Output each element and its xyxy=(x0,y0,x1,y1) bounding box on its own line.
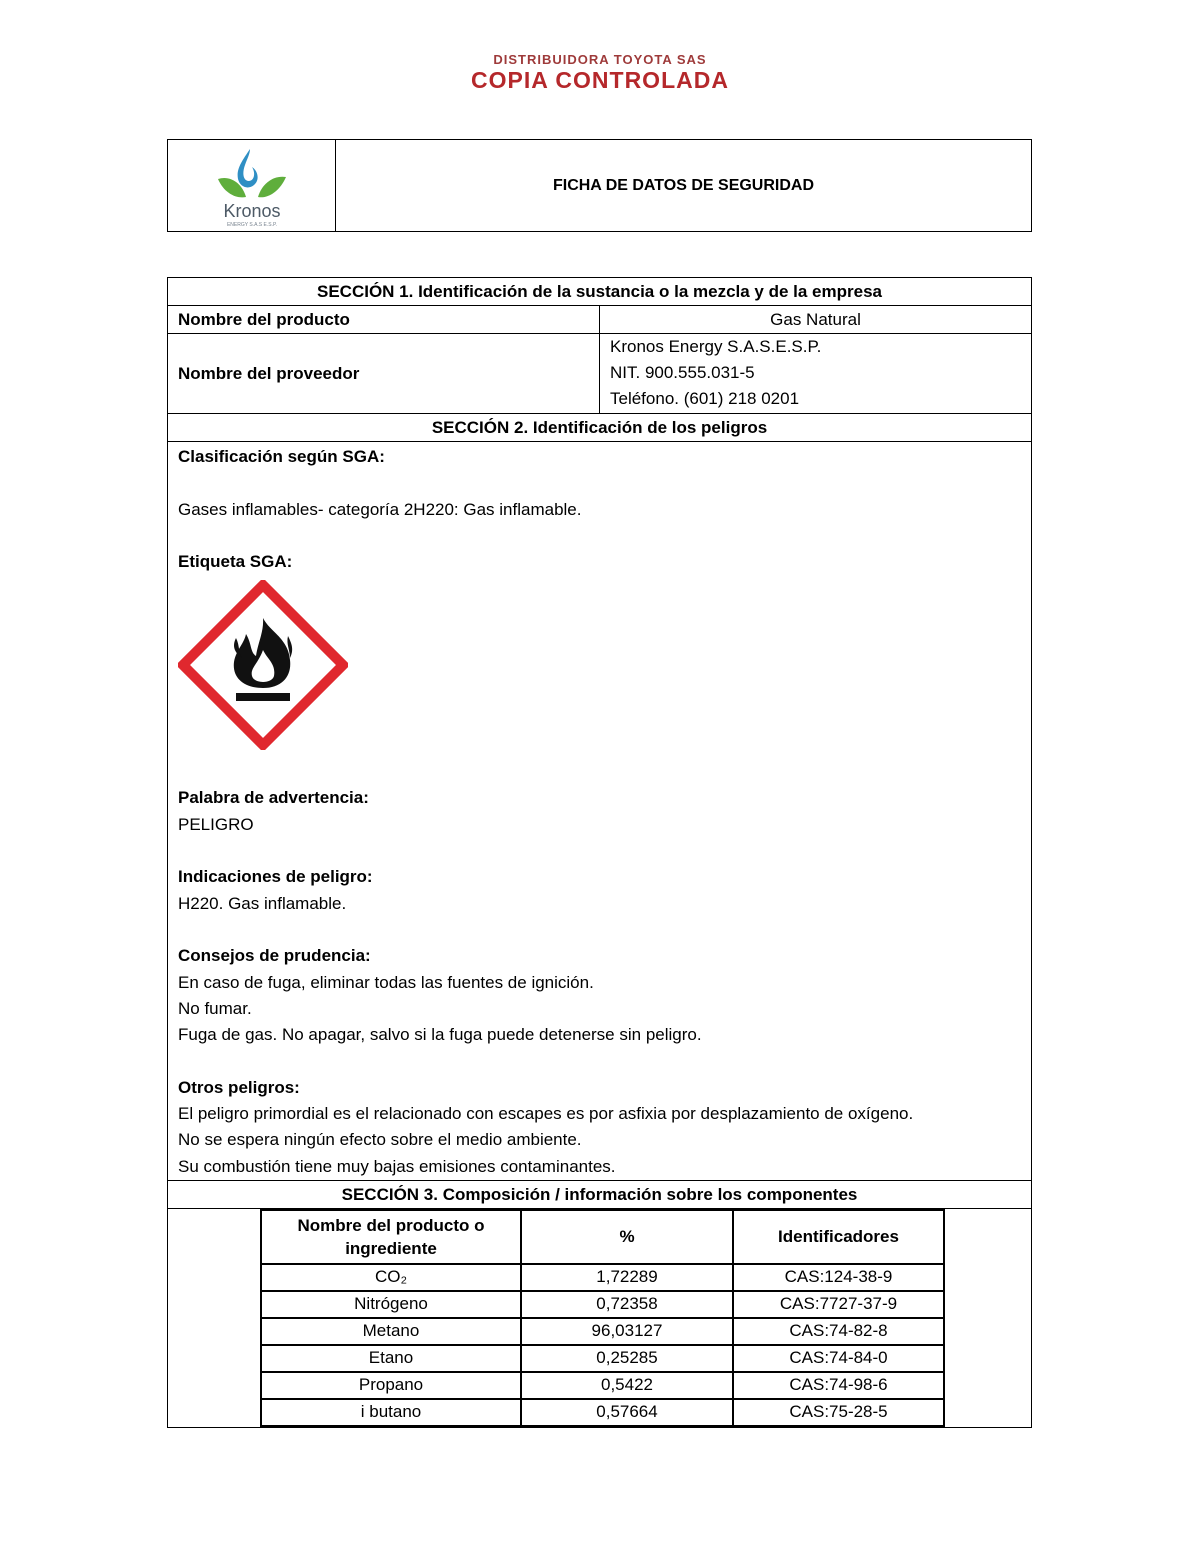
precaution-line: En caso de fuga, eliminar todas las fuentes de ignición. xyxy=(178,972,594,992)
controlled-copy-stamp xyxy=(0,52,1200,93)
ingredient-cell: Nitrógeno xyxy=(261,1291,521,1318)
ingredient-cell: Etano xyxy=(261,1345,521,1372)
identifier-cell: CAS:74-82-8 xyxy=(733,1318,944,1345)
other-hazards-label: Otros peligros: xyxy=(178,1077,300,1097)
signal-word-label: Palabra de advertencia: xyxy=(178,788,369,808)
precaution-label: Consejos de prudencia: xyxy=(178,946,371,966)
section2-heading: SECCIÓN 2. Identificación de los peligros xyxy=(168,414,1031,442)
product-label: Nombre del producto xyxy=(168,306,600,333)
document-title: FICHA DE DATOS DE SEGURIDAD xyxy=(552,176,815,194)
table-row xyxy=(261,1345,944,1372)
section3-heading: SECCIÓN 3. Composición / información sobre los componentes xyxy=(168,1181,1031,1209)
column-header-ingredient: Nombre del producto o ingrediente xyxy=(261,1210,521,1264)
table-row xyxy=(261,1399,944,1426)
kronos-logo-icon xyxy=(212,145,292,230)
hazard-value: H220. Gas inflamable. xyxy=(178,893,347,913)
identifier-cell: CAS:7727-37-9 xyxy=(733,1291,944,1318)
ingredient-cell: Metano xyxy=(261,1318,521,1345)
document-header xyxy=(167,139,1032,232)
section2-body xyxy=(168,442,1031,1181)
logo-subtext: ENERGY S.A.S E.S.P. xyxy=(226,222,278,228)
percent-cell: 1,72289 xyxy=(521,1264,733,1291)
precaution-line: Fuga de gas. No apagar, salvo si la fuga puede detenerse sin peligro. xyxy=(178,1025,702,1045)
table-row xyxy=(261,1264,944,1291)
table-row xyxy=(261,1318,944,1345)
stamp-company: DISTRIBUIDORA TOYOTA SAS xyxy=(493,52,707,67)
identifier-cell: CAS:124-38-9 xyxy=(733,1264,944,1291)
section1-heading: SECCIÓN 1. Identificación de la sustancia o la mezcla y de la empresa xyxy=(168,278,1031,306)
percent-cell: 0,72358 xyxy=(521,1291,733,1318)
product-row xyxy=(168,306,1031,334)
table-row xyxy=(261,1291,944,1318)
hazard-label: Indicaciones de peligro: xyxy=(178,867,373,887)
table-row xyxy=(261,1372,944,1399)
composition-table xyxy=(260,1209,945,1427)
percent-cell: 0,25285 xyxy=(521,1345,733,1372)
classification-label: Clasificación según SGA: xyxy=(178,447,385,466)
column-header-identifiers: Identificadores xyxy=(733,1210,944,1264)
identifier-cell: CAS:74-84-0 xyxy=(733,1345,944,1372)
ingredient-cell: Propano xyxy=(261,1372,521,1399)
identifier-cell: CAS:74-98-6 xyxy=(733,1372,944,1399)
section3-body xyxy=(168,1209,1031,1427)
signal-word-value: PELIGRO xyxy=(178,814,254,834)
percent-cell: 96,03127 xyxy=(521,1318,733,1345)
ingredient-cell: i butano xyxy=(261,1399,521,1426)
precaution-line: No fumar. xyxy=(178,998,252,1018)
stamp-title: COPIA CONTROLADA xyxy=(471,67,729,93)
provider-label: Nombre del proveedor xyxy=(168,334,600,413)
label-heading: Etiqueta SGA: xyxy=(178,552,293,572)
provider-phone: Teléfono. (601) 218 0201 xyxy=(610,389,800,408)
provider-value xyxy=(600,334,1031,413)
provider-row xyxy=(168,334,1031,414)
percent-cell: 0,5422 xyxy=(521,1372,733,1399)
safety-data-sheet xyxy=(167,277,1032,1428)
logo-cell xyxy=(168,140,336,231)
percent-cell: 0,57664 xyxy=(521,1399,733,1426)
logo-text: Kronos xyxy=(223,201,281,221)
column-header-percent: % xyxy=(521,1210,733,1264)
ghs-flame-icon xyxy=(178,580,348,750)
pictogram-area xyxy=(178,575,1021,785)
ingredient-cell: CO₂ xyxy=(261,1264,521,1291)
identifier-cell: CAS:75-28-5 xyxy=(733,1399,944,1426)
product-value: Gas Natural xyxy=(770,310,861,329)
other-hazard-line: Su combustión tiene muy bajas emisiones contaminantes. xyxy=(178,1156,616,1176)
classification-text: Gases inflamables- categoría 2H220: Gas inflamable. xyxy=(178,499,582,519)
other-hazard-line: El peligro primordial es el relacionado con escapes es por asfixia por desplazamiento de oxígeno. xyxy=(178,1104,914,1124)
provider-name: Kronos Energy S.A.S.E.S.P. xyxy=(610,337,822,356)
other-hazard-line: No se espera ningún efecto sobre el medio ambiente. xyxy=(178,1130,582,1150)
provider-nit: NIT. 900.555.031-5 xyxy=(610,363,755,382)
